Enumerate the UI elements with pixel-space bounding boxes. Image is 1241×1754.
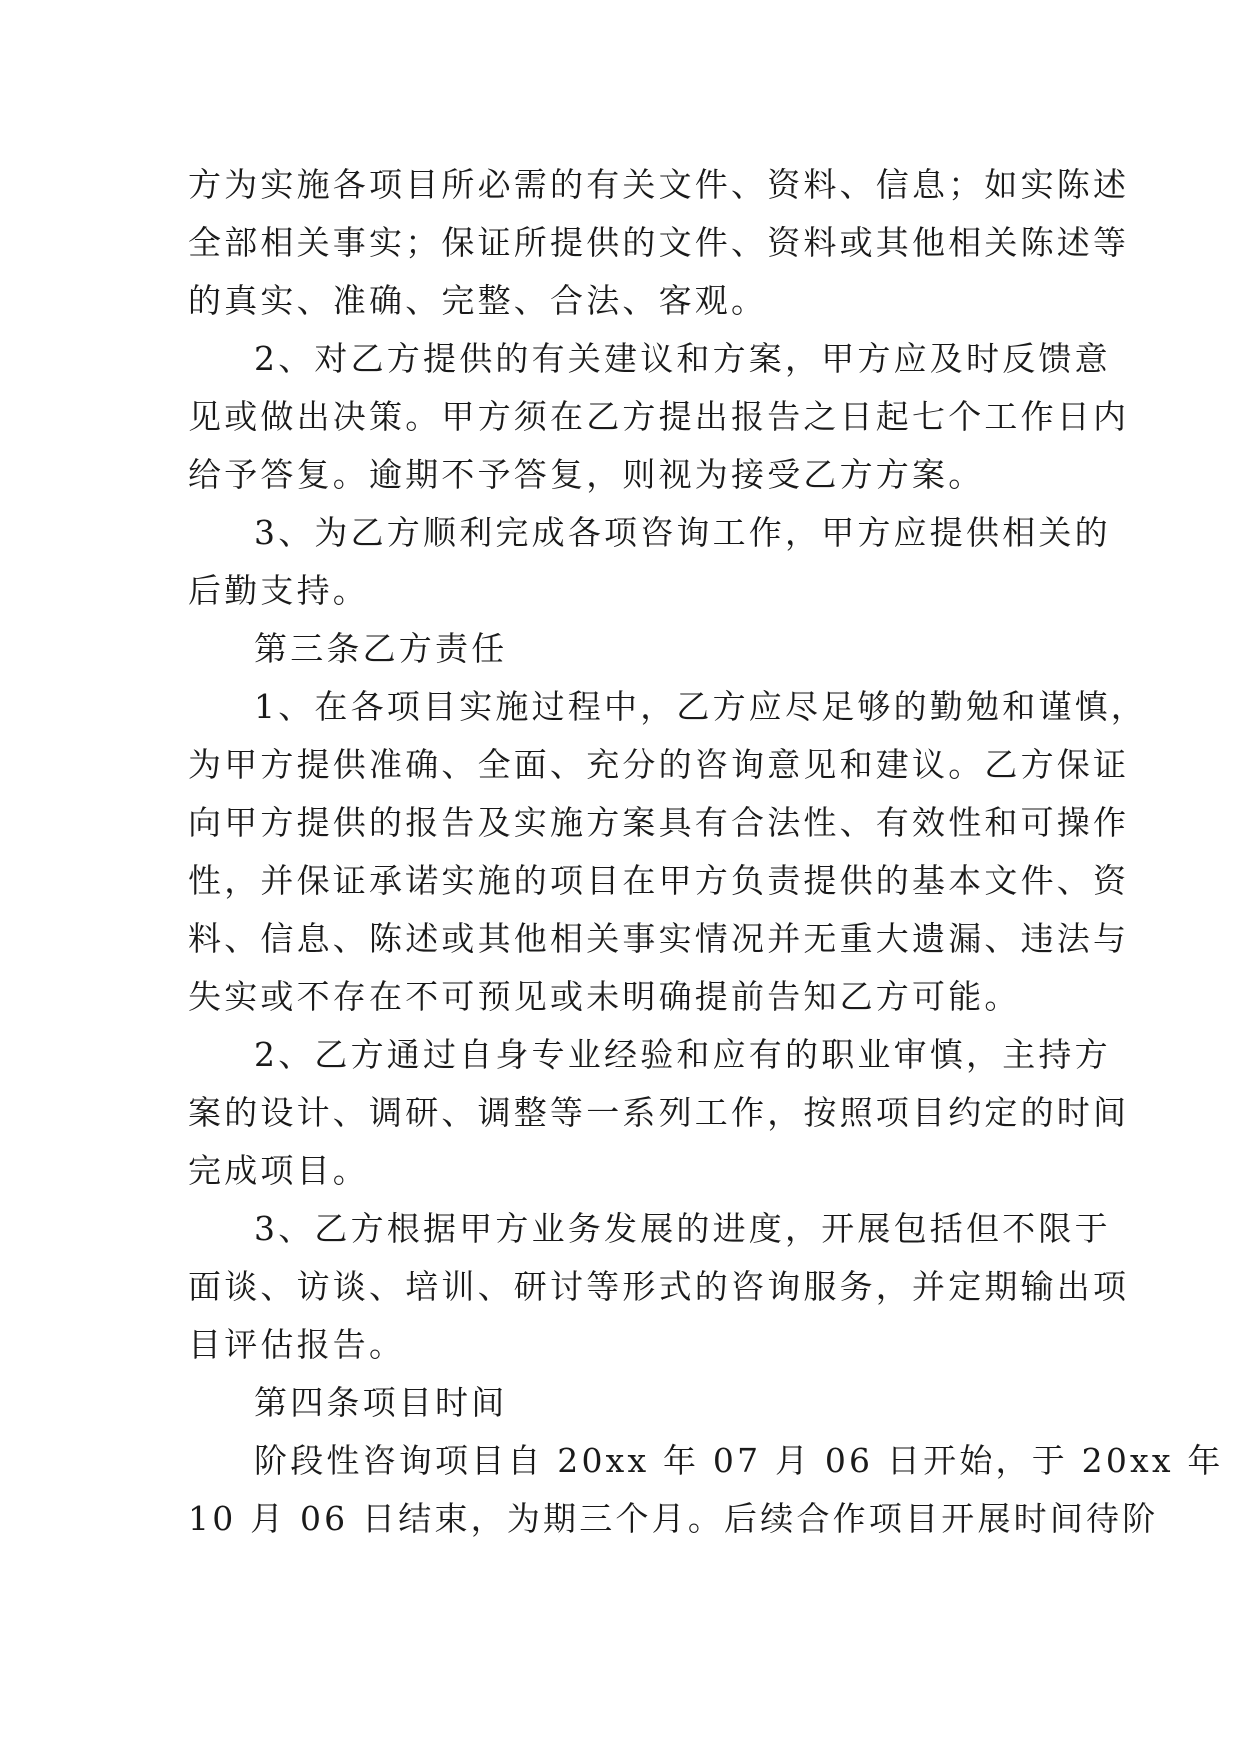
text-line: 2、对乙方提供的有关建议和方案，甲方应及时反馈意 [254,339,1111,378]
text-line: 料、信息、陈述或其他相关事实情况并无重大遗漏、违法与 [188,919,1130,958]
text-line: 阶段性咨询项目自 20xx 年 07 月 06 日开始，于 20xx 年 [254,1441,1224,1480]
section-heading: 第三条乙方责任 [254,629,508,668]
document-body [188,156,1224,1548]
text-line: 完成项目。 [188,1151,369,1190]
text-line: 3、为乙方顺利完成各项咨询工作，甲方应提供相关的 [254,513,1111,552]
text-line: 10 月 06 日结束，为期三个月。后续合作项目开展时间待阶 [188,1499,1159,1538]
text-line: 目评估报告。 [188,1325,406,1364]
text-line: 全部相关事实；保证所提供的文件、资料或其他相关陈述等 [188,223,1130,262]
text-line: 为甲方提供准确、全面、充分的咨询意见和建议。乙方保证 [188,745,1130,784]
text-line: 性，并保证承诺实施的项目在甲方负责提供的基本文件、资 [188,861,1130,900]
text-line: 见或做出决策。甲方须在乙方提出报告之日起七个工作日内 [188,397,1130,436]
text-line: 3、乙方根据甲方业务发展的进度，开展包括但不限于 [254,1209,1111,1248]
section-heading: 第四条项目时间 [254,1383,508,1422]
text-line: 向甲方提供的报告及实施方案具有合法性、有效性和可操作 [188,803,1130,842]
text-line: 给予答复。逾期不予答复，则视为接受乙方方案。 [188,455,985,494]
text-line: 1、在各项目实施过程中，乙方应尽足够的勤勉和谨慎， [254,687,1147,726]
text-line: 的真实、准确、完整、合法、客观。 [188,281,768,320]
text-line: 失实或不存在不可预见或未明确提前告知乙方可能。 [188,977,1021,1016]
text-line: 方为实施各项目所必需的有关文件、资料、信息；如实陈述 [188,165,1130,204]
text-line: 面谈、访谈、培训、研讨等形式的咨询服务，并定期输出项 [188,1267,1130,1306]
text-line: 案的设计、调研、调整等一系列工作，按照项目约定的时间 [188,1093,1130,1132]
text-line: 2、乙方通过自身专业经验和应有的职业审慎，主持方 [254,1035,1111,1074]
text-line: 后勤支持。 [188,571,369,610]
